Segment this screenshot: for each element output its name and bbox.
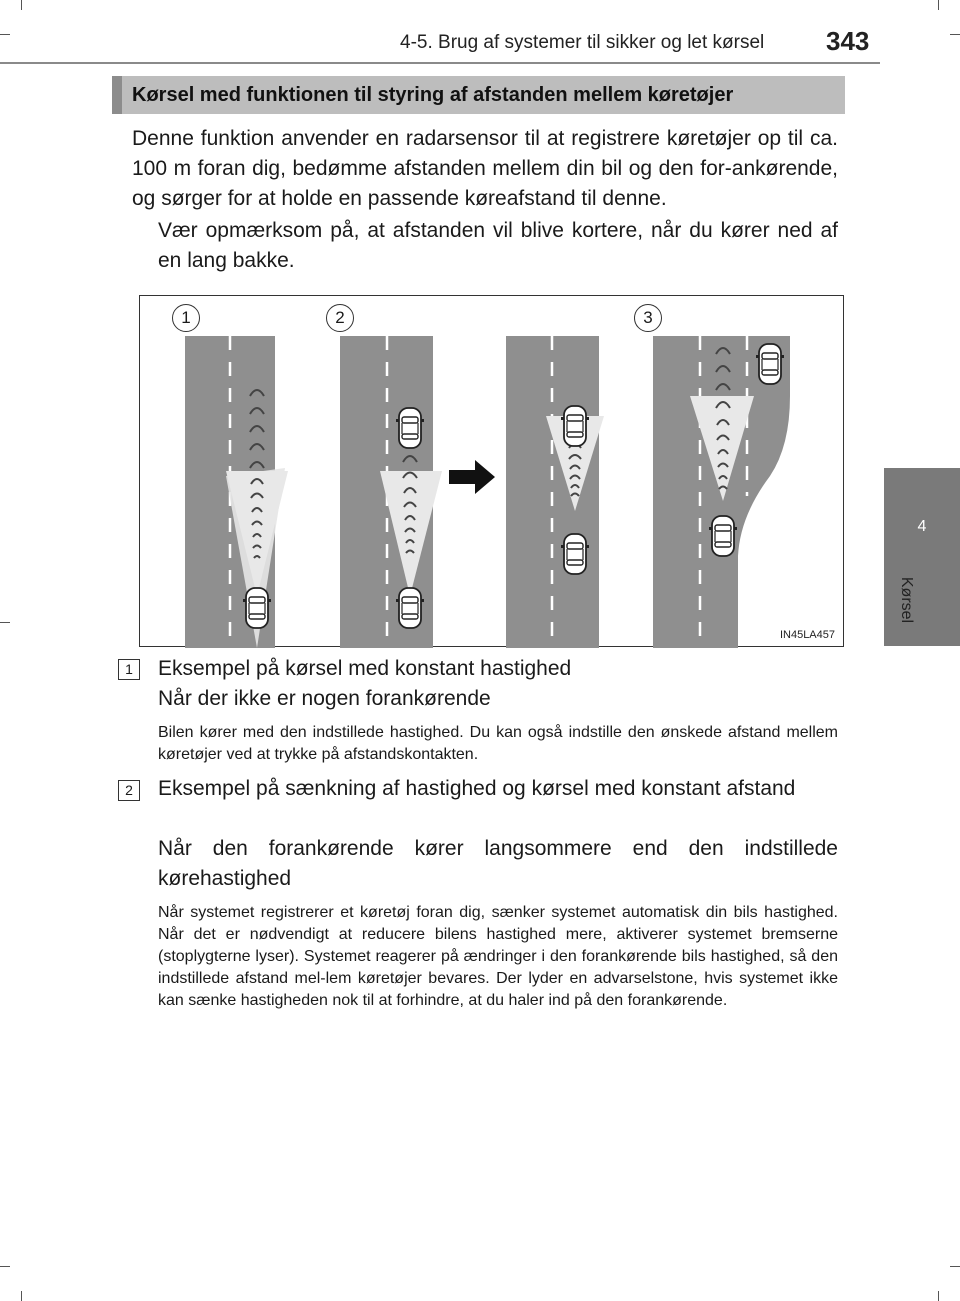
illustration-code: IN45LA457 [779,629,835,641]
road-4 [653,336,790,648]
crop-mark [950,1266,960,1267]
item-2-body: Når systemet registrerer et køretøj foran dig, sænker systemet automatisk din bils hastighed. Når det er nødvendigt at reducere bilens hastighed mere, aktiverer systemet bremserne (stoplygterne lyser). Systemet reagerer på ændringer i den forankørende bils hastighed, så den indstillede afstand mel-lem køretøjer bevares. Der lyder en advarselstone, hvis systemet ikke kan sænke hastigheden nok til at forhindre, at du haler ind på den forankørende. [158,904,838,1009]
item-1-body: Bilen kører med den indstillede hastighed. Du kan også indstille den ønskede afstand mellem køretøjer ved at trykke på afstandskontakten. [158,724,838,763]
road-2 [340,336,442,648]
crop-mark [21,0,22,10]
chapter-number: 4 [917,518,927,535]
note-paragraph: Vær opmærksom på, at afstanden vil blive kortere, når du kører ned af en lang bakke. [158,219,838,272]
chapter-label-box [884,560,928,640]
page-number: 343 [826,26,870,56]
figure-marker-3: 3 [634,304,662,332]
crop-mark [0,1266,10,1267]
section-heading-bar [112,76,845,114]
crop-mark [0,622,10,623]
header-rule [0,62,880,64]
header-section-title: 4-5. Brug af systemer til sikker og let kørsel [400,32,765,53]
crop-mark [938,1291,939,1301]
item-1-heading-2: Når der ikke er nogen forankørende [158,687,491,710]
figure-marker-2: 2 [326,304,354,332]
arrow-right-icon [449,460,495,494]
section-heading-edge [112,76,122,114]
crop-mark [938,0,939,10]
crop-mark [0,34,10,35]
item-1-heading-1: Eksempel på kørsel med konstant hastighed [158,657,572,680]
road-1 [185,336,288,648]
crop-mark [950,34,960,35]
figure-marker-1: 1 [172,304,200,332]
intro-paragraph: Denne funktion anvender en radarsensor til at registrere køretøjer op til ca. 100 m foran dig, bedømme afstanden mellem din bil og den for-ankørende, og sørger for at holde en passende køreafstand til denne. [132,127,838,210]
item-number-box: 1 [118,659,140,680]
road-3 [506,336,604,648]
item-2-heading-2: Når den forankørende kører langsommere end den indstillede kørehastighed [158,837,838,890]
item-2-heading-1: Eksempel på sænkning af hastighed og kørsel med konstant afstand [158,777,796,800]
crop-mark [21,1291,22,1301]
item-number-box: 2 [118,780,140,801]
chapter-label: Kørsel [898,576,915,624]
section-heading: Kørsel med funktionen til styring af afstanden mellem køretøjer [132,84,734,106]
